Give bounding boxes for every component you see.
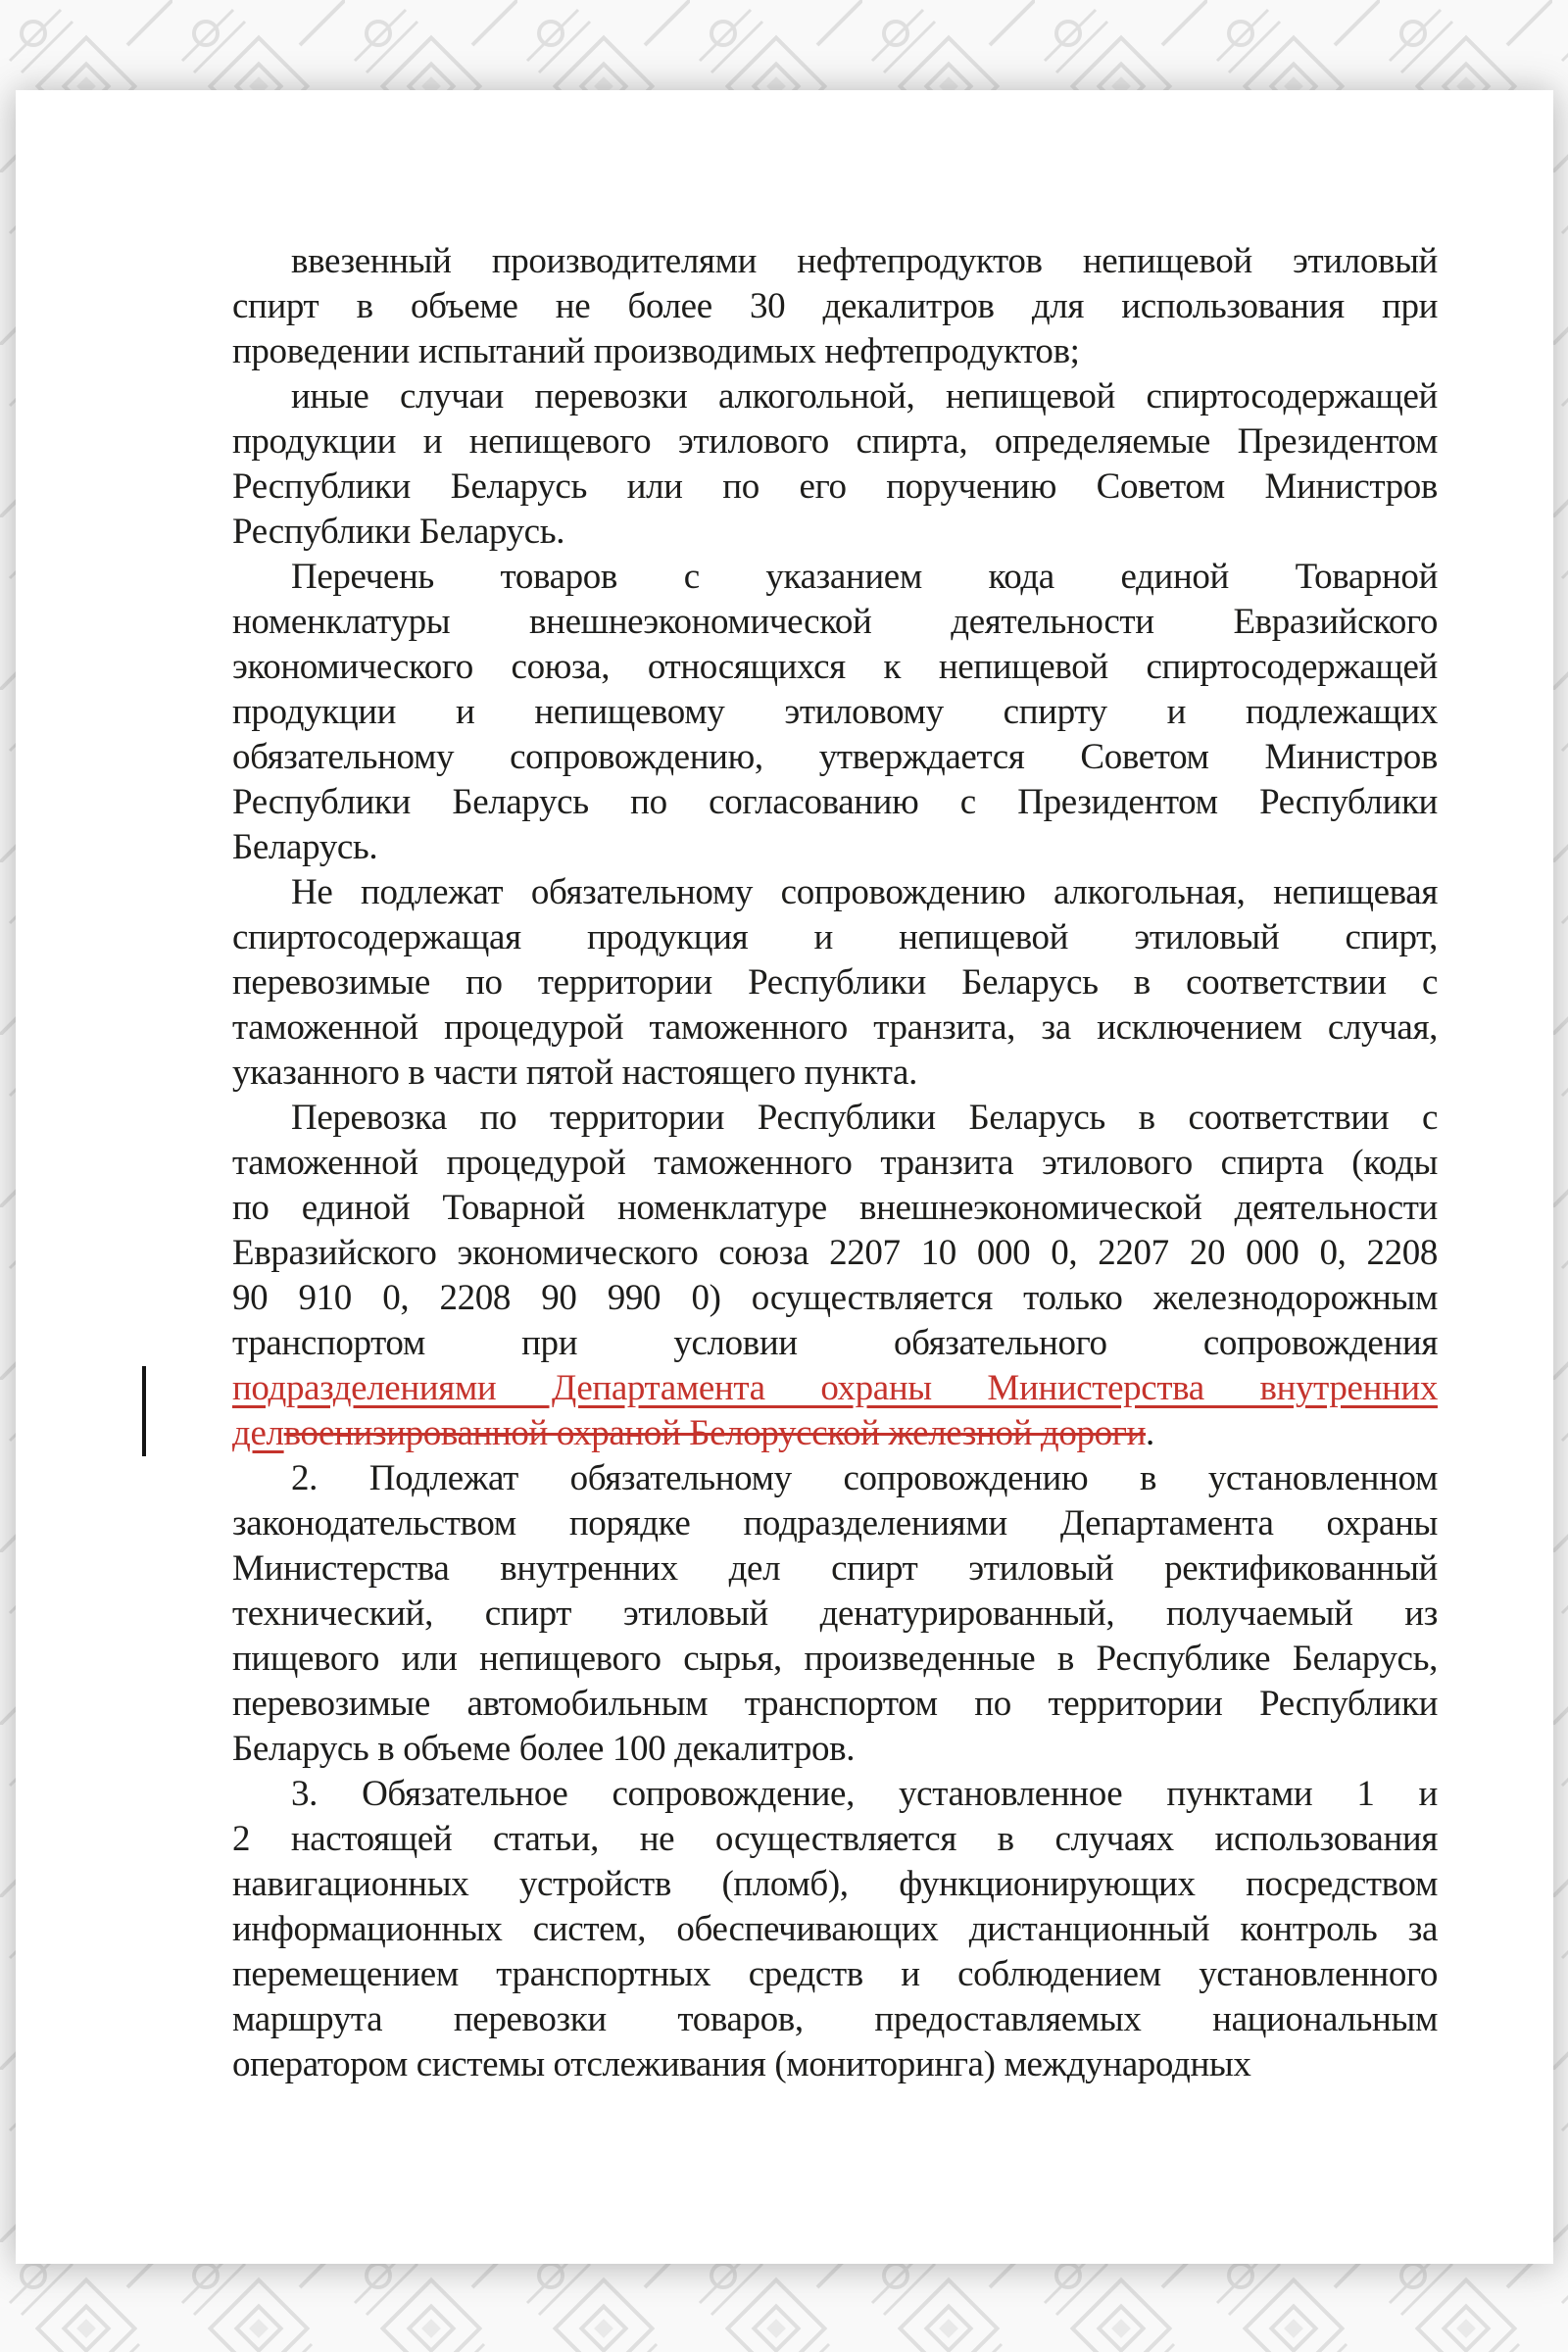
text-line: информационных систем, обеспечивающих дистанционный контроль за: [232, 1909, 1438, 1949]
deleted-text: военизированной охраной Белорусской железной дороги: [283, 1413, 1147, 1453]
revised-text-line: [232, 1411, 1438, 1456]
text-segment: .: [1146, 1413, 1154, 1453]
text-line: технический, спирт этиловый денатурированный, получаемый из: [232, 1593, 1438, 1634]
text-line: номенклатуры внешнеэкономической деятельности Евразийского: [232, 602, 1438, 642]
document-page: [16, 90, 1553, 2264]
text-line: перемещением транспортных средств и соблюдением установленного: [232, 1954, 1438, 1994]
text-line: перевозимые по территории Республики Беларусь в соответствии с: [232, 962, 1438, 1003]
text-line: Перевозка по территории Республики Беларусь в соответствии с: [291, 1098, 1438, 1138]
text-line: проведении испытаний производимых нефтепродуктов;: [232, 331, 1080, 371]
text-line: продукции и непищевому этиловому спирту и подлежащих: [232, 692, 1438, 732]
text-line: законодательством порядке подразделениями Департамента охраны: [232, 1503, 1438, 1544]
text-line: оператором системы отслеживания (мониторинга) международных: [232, 2044, 1251, 2084]
text-line: 3. Обязательное сопровождение, установленное пунктами 1 и: [291, 1774, 1438, 1814]
revised-text-line: [232, 1366, 1438, 1411]
text-line: таможенной процедурой таможенного транзита этилового спирта (коды: [232, 1143, 1438, 1183]
text-line: Министерства внутренних дел спирт этиловый ректификованный: [232, 1548, 1438, 1589]
text-line: спиртосодержащая продукция и непищевой этиловый спирт,: [232, 917, 1438, 957]
text-line: ввезенный производителями нефтепродуктов непищевой этиловый: [291, 241, 1438, 281]
text-line: иные случаи перевозки алкогольной, непищевой спиртосодержащей: [291, 376, 1438, 416]
text-line: Республики Беларусь или по его поручению Советом Министров: [232, 466, 1438, 507]
text-line: Перечень товаров с указанием кода единой Товарной: [291, 557, 1438, 597]
text-line: продукции и непищевого этилового спирта, определяемые Президентом: [232, 421, 1438, 462]
text-line: перевозимые автомобильным транспортом по территории Республики: [232, 1684, 1438, 1724]
text-line: Республики Беларусь по согласованию с Президентом Республики: [232, 782, 1438, 822]
text-line: Беларусь в объеме более 100 декалитров.: [232, 1729, 856, 1769]
text-line: обязательному сопровождению, утверждается Советом Министров: [232, 737, 1438, 777]
text-line: по единой Товарной номенклатуре внешнеэкономической деятельности: [232, 1188, 1438, 1228]
text-line: 90 910 0, 2208 90 990 0) осуществляется только железнодорожным: [232, 1278, 1438, 1318]
text-line: 2. Подлежат обязательному сопровождению в установленном: [291, 1458, 1438, 1498]
text-line: указанного в части пятой настоящего пункта.: [232, 1053, 917, 1093]
text-line: таможенной процедурой таможенного транзита, за исключением случая,: [232, 1007, 1438, 1048]
text-line: экономического союза, относящихся к непищевой спиртосодержащей: [232, 647, 1438, 687]
text-line: 2 настоящей статьи, не осуществляется в случаях использования: [232, 1819, 1438, 1859]
text-line: Не подлежат обязательному сопровождению алкогольная, непищевая: [291, 872, 1438, 912]
text-line: Беларусь.: [232, 827, 378, 867]
text-line: Евразийского экономического союза 2207 10 000 0, 2207 20 000 0, 2208: [232, 1233, 1438, 1273]
text-line: спирт в объеме не более 30 декалитров для использования при: [232, 286, 1438, 326]
text-line: маршрута перевозки товаров, предоставляемых национальным: [232, 1999, 1438, 2039]
inserted-text: дел: [232, 1413, 284, 1453]
inserted-text: подразделениями Департамента охраны Министерства внутренних: [232, 1368, 1438, 1408]
document-text: [232, 239, 1438, 2087]
text-line: пищевого или непищевого сырья, произведенные в Республике Беларусь,: [232, 1639, 1438, 1679]
text-line: транспортом при условии обязательного сопровождения: [232, 1323, 1438, 1363]
text-line: Республики Беларусь.: [232, 512, 565, 552]
text-line: навигационных устройств (пломб), функционирующих посредством: [232, 1864, 1438, 1904]
